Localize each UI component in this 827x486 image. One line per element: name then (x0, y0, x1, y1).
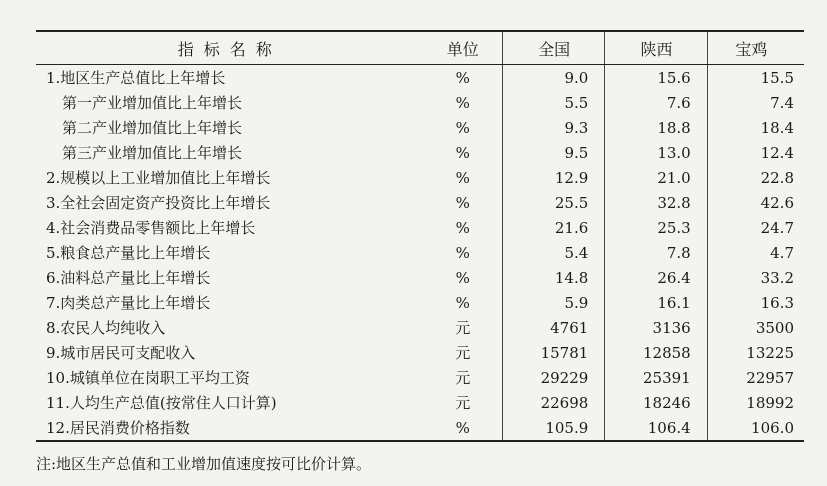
baoji-value-cell: 15.5 (760, 68, 794, 87)
table-row (36, 365, 804, 390)
unit-cell: % (424, 290, 503, 315)
baoji-value-cell: 4.7 (770, 243, 794, 262)
header-indicator-name: 指标名称 (36, 31, 424, 65)
baoji-value-cell: 18.4 (760, 118, 794, 137)
unit-cell: % (424, 65, 503, 91)
national-value-cell: 5.4 (502, 240, 604, 265)
header-shaanxi: 陕西 (605, 31, 707, 65)
table-row (36, 290, 804, 315)
statistics-table (36, 30, 804, 442)
national-value-cell: 4761 (502, 315, 604, 340)
baoji-value-cell: 42.6 (760, 193, 794, 212)
shaanxi-value-cell: 13.0 (605, 140, 707, 165)
unit-cell: % (424, 140, 503, 165)
unit-cell: % (424, 165, 503, 190)
indicator-name-cell: 9.城市居民可支配收入 (46, 344, 196, 362)
baoji-value-cell: 24.7 (760, 218, 794, 237)
shaanxi-value-cell: 25.3 (605, 215, 707, 240)
national-value-cell: 105.9 (502, 415, 604, 441)
indicator-name-cell: 7.肉类总产量比上年增长 (46, 294, 211, 312)
unit-cell: 元 (424, 315, 503, 340)
shaanxi-value-cell: 32.8 (605, 190, 707, 215)
baoji-value-cell: 12.4 (760, 143, 794, 162)
shaanxi-value-cell: 21.0 (605, 165, 707, 190)
unit-cell: % (424, 190, 503, 215)
table-body (36, 65, 804, 442)
shaanxi-value-cell: 3136 (605, 315, 707, 340)
shaanxi-value-cell: 18.8 (605, 115, 707, 140)
table-header-row (36, 31, 804, 65)
national-value-cell: 15781 (502, 340, 604, 365)
shaanxi-value-cell: 18246 (605, 390, 707, 415)
indicator-name-cell: 第二产业增加值比上年增长 (62, 119, 243, 137)
shaanxi-value-cell: 15.6 (605, 65, 707, 91)
shaanxi-value-cell: 7.6 (605, 90, 707, 115)
indicator-name-cell: 12.居民消费价格指数 (36, 415, 424, 441)
baoji-value-cell: 3500 (755, 318, 794, 337)
table-row (36, 390, 804, 415)
baoji-value-cell: 16.3 (760, 293, 794, 312)
national-value-cell: 14.8 (502, 265, 604, 290)
shaanxi-value-cell: 26.4 (605, 265, 707, 290)
table-row (36, 190, 804, 215)
header-unit: 单位 (424, 31, 503, 65)
unit-cell: 元 (424, 365, 503, 390)
table-row (36, 240, 804, 265)
baoji-value-cell: 22.8 (760, 168, 794, 187)
unit-cell: 元 (424, 340, 503, 365)
national-value-cell: 12.9 (502, 165, 604, 190)
national-value-cell: 9.3 (502, 115, 604, 140)
table-row (36, 265, 804, 290)
indicator-name-cell: 5.粮食总产量比上年增长 (46, 244, 211, 262)
table-row (36, 90, 804, 115)
indicator-name-cell: 11.人均生产总值(按常住人口计算) (46, 394, 277, 412)
shaanxi-value-cell: 106.4 (605, 415, 707, 441)
national-value-cell: 5.5 (502, 90, 604, 115)
indicator-name-cell: 1.地区生产总值比上年增长 (46, 69, 226, 87)
header-national: 全国 (502, 31, 604, 65)
shaanxi-value-cell: 25391 (605, 365, 707, 390)
baoji-value-cell: 33.2 (760, 268, 794, 287)
baoji-value-cell: 106.0 (707, 415, 804, 441)
indicator-name-cell: 8.农民人均纯收入 (46, 319, 166, 337)
table-row (36, 415, 804, 441)
national-value-cell: 9.5 (502, 140, 604, 165)
table-row (36, 215, 804, 240)
unit-cell: % (424, 90, 503, 115)
baoji-value-cell: 22957 (746, 368, 794, 387)
unit-cell: 元 (424, 390, 503, 415)
shaanxi-value-cell: 7.8 (605, 240, 707, 265)
national-value-cell: 25.5 (502, 190, 604, 215)
indicator-name-cell: 4.社会消费品零售额比上年增长 (46, 219, 256, 237)
shaanxi-value-cell: 12858 (605, 340, 707, 365)
baoji-value-cell: 18992 (746, 393, 794, 412)
national-value-cell: 21.6 (502, 215, 604, 240)
national-value-cell: 9.0 (502, 65, 604, 91)
footnote: 注:地区生产总值和工业增加值速度按可比价计算。 (36, 455, 372, 473)
unit-cell: % (424, 115, 503, 140)
table-row (36, 115, 804, 140)
unit-cell: % (424, 215, 503, 240)
indicator-name-cell: 6.油料总产量比上年增长 (46, 269, 211, 287)
indicator-name-cell: 10.城镇单位在岗职工平均工资 (46, 369, 250, 387)
indicator-name-cell: 第一产业增加值比上年增长 (62, 94, 243, 112)
header-baoji: 宝鸡 (707, 31, 804, 65)
baoji-value-cell: 13225 (746, 343, 794, 362)
national-value-cell: 5.9 (502, 290, 604, 315)
table-row (36, 65, 804, 91)
national-value-cell: 22698 (502, 390, 604, 415)
baoji-value-cell: 7.4 (770, 93, 794, 112)
table-row (36, 140, 804, 165)
shaanxi-value-cell: 16.1 (605, 290, 707, 315)
national-value-cell: 29229 (502, 365, 604, 390)
indicator-name-cell: 第三产业增加值比上年增长 (62, 144, 243, 162)
unit-cell: % (424, 265, 503, 290)
indicator-name-cell: 2.规模以上工业增加值比上年增长 (46, 169, 271, 187)
indicator-name-cell: 3.全社会固定资产投资比上年增长 (46, 194, 271, 212)
table-row (36, 340, 804, 365)
table-row (36, 315, 804, 340)
table-row (36, 165, 804, 190)
unit-cell: % (424, 240, 503, 265)
unit-cell: % (424, 415, 503, 441)
